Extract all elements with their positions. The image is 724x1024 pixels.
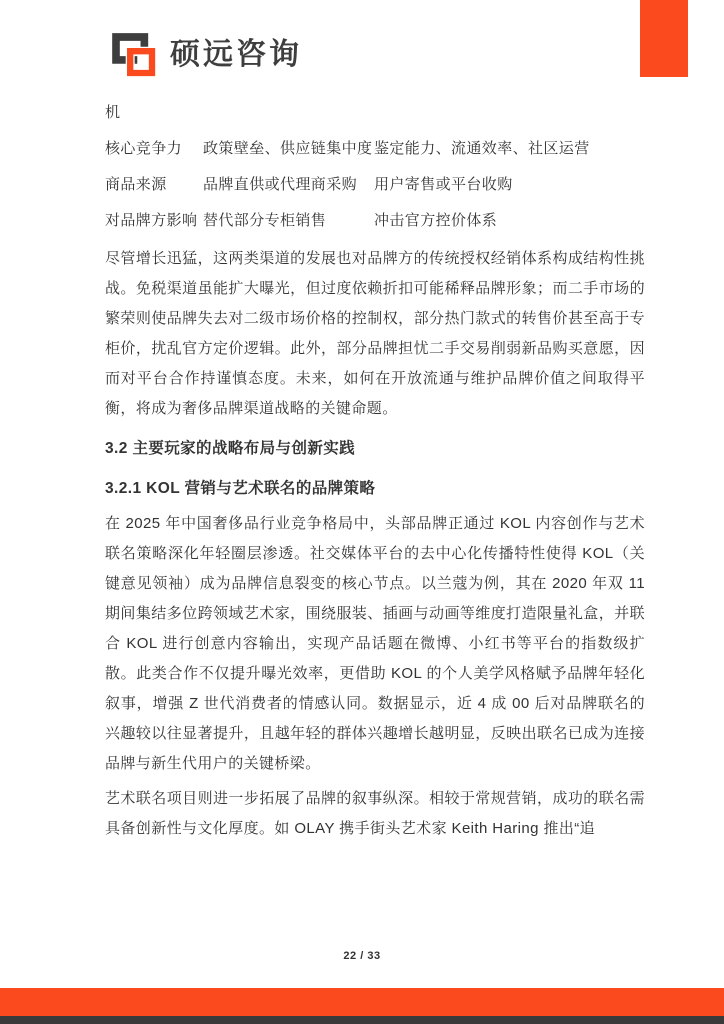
- bottom-accent-bar: [0, 988, 724, 1016]
- table-row: [105, 203, 645, 239]
- table-cell-secondhand: 用户寄售或平台收购: [374, 176, 513, 193]
- table-cell-secondhand: 鉴定能力、流通效率、社区运营: [374, 140, 590, 157]
- top-accent-block: [640, 0, 688, 77]
- section-heading-3-2: 3.2 主要玩家的战略布局与创新实践: [105, 440, 356, 457]
- table-cell-dutyfree: 政策壁垒、供应链集中度: [203, 140, 373, 157]
- paragraph-kol-strategy: 在 2025 年中国奢侈品行业竞争格局中，头部品牌正通过 KOL 内容创作与艺术联名策略深化年轻圈层渗透。社交媒体平台的去中心化传播特性使得 KOL（关键意见领袖）成为品牌信息裂变的核心节点。以兰蔻为例，其在 2020 年双 11 期间集结多位跨领域艺术家，围绕服装、插画与动画等维度打造限量礼盒，并联合 KOL 进行创意内容输出，实现产品话题在微博、小红书等平台的指数级扩散。此类合作不仅提升曝光效率，更借助 KOL 的个人美学风格赋予品牌年轻化叙事，增强 Z 世代消费者的情感认同。数据显示，近 4 成 00 后对品牌联名的兴趣较以往显著提升，且越年轻的群体兴趣增长越明显，反映出联名已成为连接品牌与新生代用户的关键桥梁。: [105, 515, 645, 772]
- table-cell-label: 机: [105, 104, 121, 121]
- paragraph-art-collab: 艺术联名项目则进一步拓展了品牌的叙事纵深。相较于常规营销，成功的联名需具备创新性与文化厚度。如 OLAY 携手街头艺术家 Keith Haring 推出“追: [105, 790, 645, 837]
- brand-name: 硕远咨询: [170, 38, 302, 71]
- brand-logo: [110, 31, 302, 79]
- channel-comparison-table: [105, 95, 645, 239]
- table-cell-dutyfree: [203, 95, 374, 131]
- bottom-dark-bar: [0, 1016, 724, 1024]
- table-cell-label: 商品来源: [105, 176, 167, 193]
- page-number: 22 / 33: [343, 950, 381, 962]
- table-cell-dutyfree: 品牌直供或代理商采购: [203, 176, 358, 193]
- content-column: [105, 95, 645, 844]
- section-heading-3-2-1: 3.2.1 KOL 营销与艺术联名的品牌策略: [105, 480, 376, 497]
- table-cell-secondhand: 冲击官方控价体系: [374, 212, 498, 229]
- table-row: [105, 95, 645, 131]
- table-cell-label: 对品牌方影响: [105, 212, 198, 229]
- table-row: [105, 131, 645, 167]
- table-row: [105, 167, 645, 203]
- table-cell-dutyfree: 替代部分专柜销售: [203, 212, 327, 229]
- table-cell-secondhand: [374, 95, 645, 131]
- brand-logo-icon: [110, 31, 158, 79]
- paragraph-channel-impact: 尽管增长迅猛，这两类渠道的发展也对品牌方的传统授权经销体系构成结构性挑战。免税渠道虽能扩大曝光，但过度依赖折扣可能稀释品牌形象；而二手市场的繁荣则使品牌失去对二级市场价格的控制权，部分热门款式的转售价甚至高于专柜价，扰乱官方定价逻辑。此外，部分品牌担忧二手交易削弱新品购买意愿，因而对平台合作持谨慎态度。未来，如何在开放流通与维护品牌价值之间取得平衡，将成为奢侈品牌渠道战略的关键命题。: [105, 250, 645, 417]
- table-cell-label: 核心竞争力: [105, 140, 183, 157]
